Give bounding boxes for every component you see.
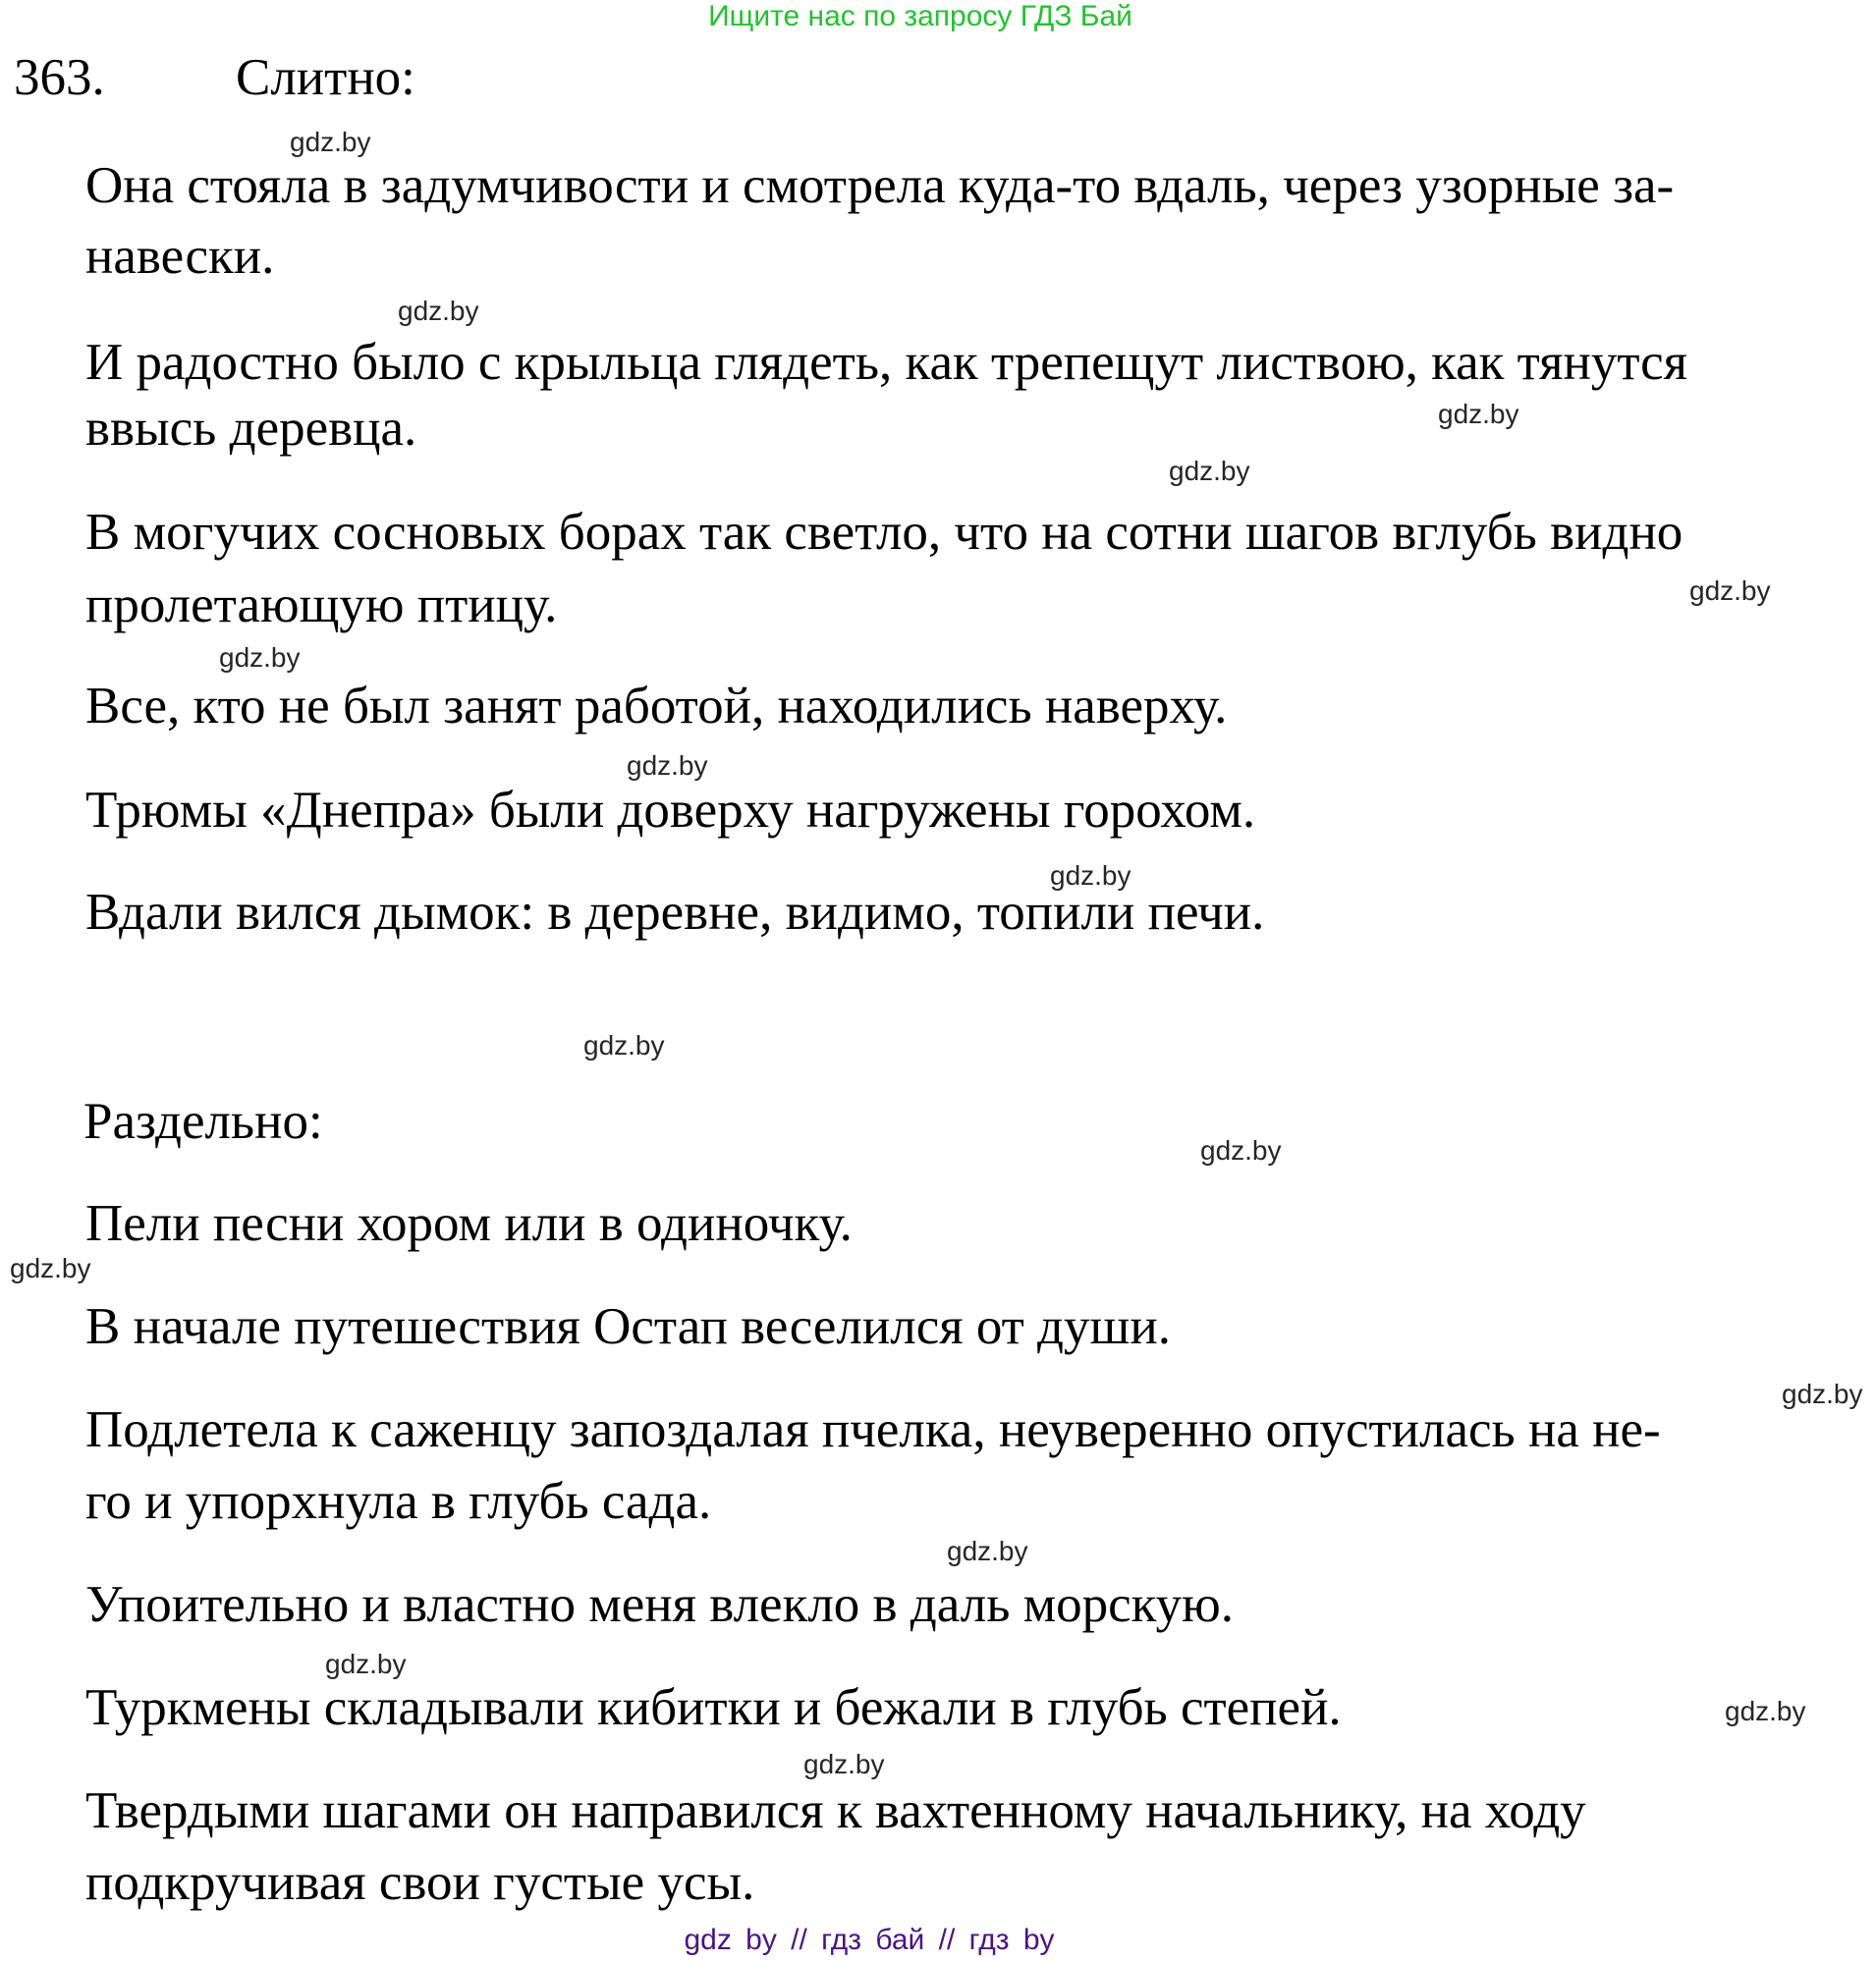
sentence-line: В могучих сосновых борах так светло, что на сотни шагов вглубь видно	[85, 504, 1683, 561]
heading-joined: Слитно:	[236, 49, 415, 106]
sentence-line: Вдали вился дымок: в деревне, видимо, топили печи.	[85, 884, 1265, 941]
sentence-line: Трюмы «Днепра» были доверху нагружены горохом.	[85, 782, 1256, 839]
watermark: gdz.by	[803, 1749, 885, 1779]
watermark: gdz.by	[398, 296, 479, 326]
watermark: gdz.by	[1200, 1135, 1282, 1166]
watermark: gdz.by	[1689, 575, 1771, 606]
watermark: gdz.by	[1438, 399, 1519, 429]
watermark: gdz.by	[1169, 456, 1250, 486]
sentence-line: навески.	[85, 228, 275, 285]
watermark: gdz.by	[1050, 860, 1131, 891]
sentence-line: го и упорхнула в глубь сада.	[85, 1473, 712, 1530]
heading-separate: Раздельно:	[83, 1093, 323, 1150]
footer-links: gdz by // гдз бай // гдз by	[684, 1924, 1055, 1956]
sentence-line: пролетающую птицу.	[85, 576, 558, 633]
watermark: gdz.by	[219, 642, 301, 673]
sentence-line: подкручивая свои густые усы.	[85, 1854, 755, 1911]
watermark: gdz.by	[583, 1030, 665, 1061]
sentence-line: Пели песни хором или в одиночку.	[85, 1195, 853, 1252]
sentence-line: Все, кто не был занят работой, находились наверху.	[85, 678, 1228, 735]
sentence-line: Подлетела к саженцу запоздалая пчелка, неуверенно опустилась на не-	[85, 1401, 1661, 1458]
search-banner: Ищите нас по запросу ГДЗ Бай	[708, 0, 1132, 32]
sentence-line: Твердыми шагами он направился к вахтенному начальнику, на ходу	[85, 1782, 1586, 1839]
watermark: gdz.by	[1725, 1696, 1806, 1726]
sentence-line: Туркмены складывали кибитки и бежали в глубь степей.	[85, 1679, 1342, 1736]
exercise-number: 363.	[14, 49, 105, 106]
sentence-line: Она стояла в задумчивости и смотрела куда-то вдаль, через узорные за-	[85, 157, 1675, 214]
watermark: gdz.by	[1782, 1379, 1863, 1409]
sentence-line: В начале путешествия Остап веселился от души.	[85, 1298, 1171, 1355]
watermark: gdz.by	[325, 1649, 407, 1679]
sentence-line: Упоительно и властно меня влекло в даль морскую.	[85, 1576, 1235, 1633]
watermark: gdz.by	[10, 1253, 91, 1283]
watermark: gdz.by	[947, 1536, 1028, 1566]
watermark: gdz.by	[627, 750, 708, 781]
sentence-line: И радостно было с крыльца глядеть, как трепещут листвою, как тянутся	[85, 334, 1688, 391]
watermark: gdz.by	[290, 127, 371, 157]
sentence-line: ввысь деревца.	[85, 400, 417, 457]
